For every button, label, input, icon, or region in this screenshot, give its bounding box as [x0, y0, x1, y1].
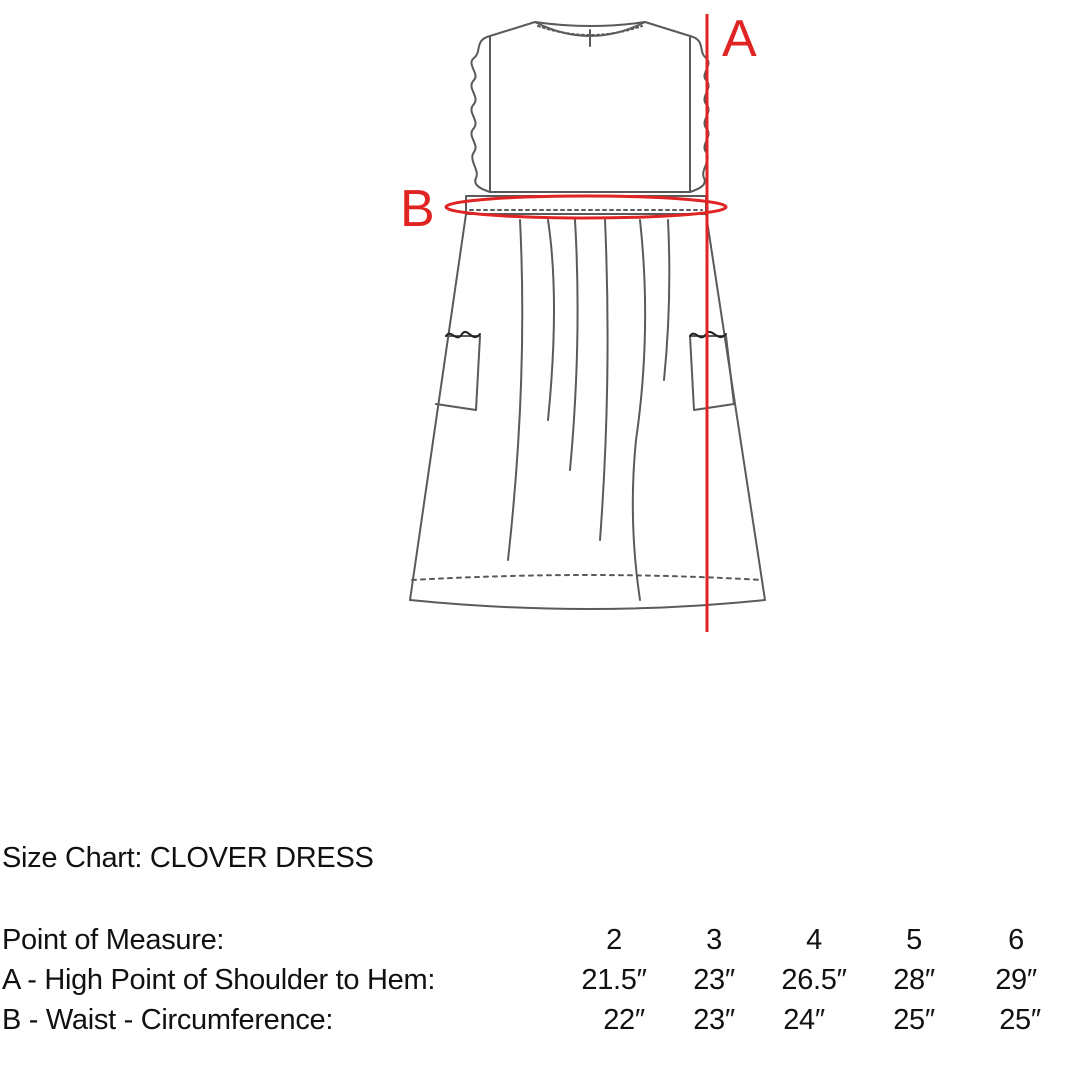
table-cell: 23″: [693, 964, 735, 996]
header-label: Point of Measure:: [2, 924, 225, 956]
table-row-a: [2, 964, 1078, 1004]
chart-title: Size Chart: CLOVER DRESS: [2, 842, 374, 874]
marker-a: A: [722, 10, 757, 68]
table-cell: 26.5″: [781, 964, 847, 996]
size-header: 2: [606, 924, 622, 956]
row-label-b: B - Waist - Circumference:: [2, 1004, 334, 1036]
table-cell: 29″: [995, 964, 1037, 996]
size-header: 4: [806, 924, 822, 956]
table-cell: 21.5″: [581, 964, 647, 996]
size-header: 5: [906, 924, 922, 956]
table-cell: 28″: [893, 964, 935, 996]
table-row-b: [2, 1004, 1078, 1044]
table-cell: 25″: [893, 1004, 935, 1036]
table-cell: 25″: [999, 1004, 1041, 1036]
marker-b: B: [400, 180, 435, 238]
row-label-a: A - High Point of Shoulder to Hem:: [2, 964, 436, 996]
dress-outline: [410, 22, 765, 609]
table-cell: 23″: [693, 1004, 735, 1036]
table-cell: 24″: [783, 1004, 825, 1036]
table-header-row: [2, 924, 1078, 964]
table-cell: 22″: [603, 1004, 645, 1036]
size-header: 3: [706, 924, 722, 956]
size-header: 6: [1008, 924, 1024, 956]
